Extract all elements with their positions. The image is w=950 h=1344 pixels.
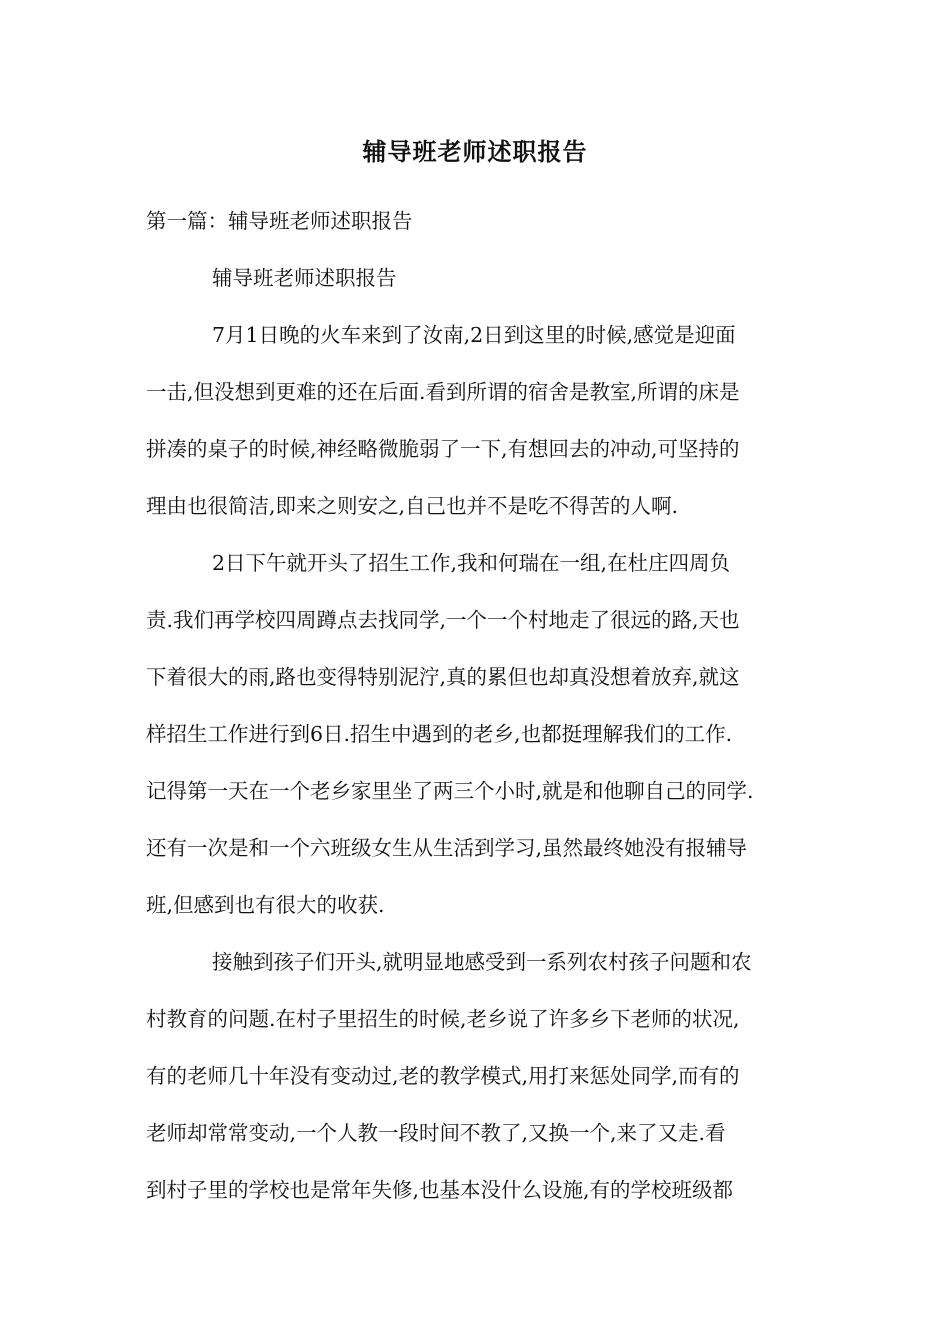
text-line: 7月1日晚的火车来到了汝南,2日到这里的时候,感觉是迎面 xyxy=(212,323,736,347)
text-line: 班,但感到也有很大的收获. xyxy=(146,893,385,917)
text-line: 下着很大的雨,路也变得特别泥泞,真的累但也却真没想着放弃,就这 xyxy=(146,665,740,689)
section-heading: 第一篇：辅导班老师述职报告 xyxy=(146,209,413,233)
text-line: 理由也很简洁,即来之则安之,自己也并不是吃不得苦的人啊. xyxy=(146,494,679,518)
text-line: 责.我们再学校四周蹲点去找同学,一个一个村地走了很远的路,天也 xyxy=(146,608,740,632)
subtitle: 辅导班老师述职报告 xyxy=(212,266,397,290)
text-line: 有的老师几十年没有变动过,老的教学模式,用打来惩处同学,而有的 xyxy=(146,1064,740,1088)
text-line: 拼凑的桌子的时候,神经略微脆弱了一下,有想回去的冲动,可坚持的 xyxy=(146,437,740,461)
text-line: 老师却常常变动,一个人教一段时间不教了,又换一个,来了又走.看 xyxy=(146,1121,726,1145)
text-line: 接触到孩子们开头,就明显地感受到一系列农村孩子问题和农 xyxy=(212,950,752,974)
text-line: 记得第一天在一个老乡家里坐了两三个小时,就是和他聊自己的同学. xyxy=(146,779,754,803)
text-line: 到村子里的学校也是常年失修,也基本没什么设施,有的学校班级都 xyxy=(146,1178,734,1202)
text-line: 样招生工作进行到6日.招生中遇到的老乡,也都挺理解我们的工作. xyxy=(146,722,733,746)
document-title: 辅导班老师述职报告 xyxy=(362,137,588,166)
text-line: 村教育的问题.在村子里招生的时候,老乡说了许多乡下老师的状况, xyxy=(146,1007,740,1031)
text-line: 还有一次是和一个六班级女生从生活到学习,虽然最终她没有报辅导 xyxy=(146,836,748,860)
text-line: 2日下午就开头了招生工作,我和何瑞在一组,在杜庄四周负 xyxy=(212,551,731,575)
text-line: 一击,但没想到更难的还在后面.看到所谓的宿舍是教室,所谓的床是 xyxy=(146,380,740,404)
